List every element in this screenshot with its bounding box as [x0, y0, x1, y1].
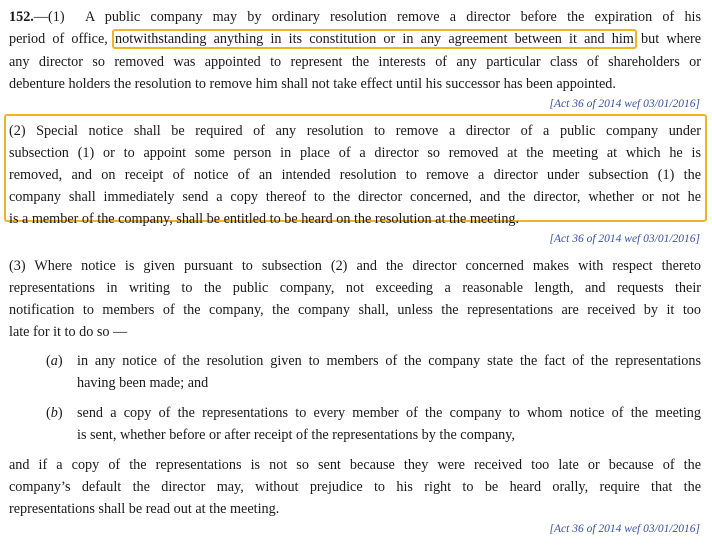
sub1-amendment: [Act 36 of 2014 wef 03/01/2016]	[549, 98, 700, 110]
section-number: 152.	[9, 9, 34, 25]
sub3-amendment: [Act 36 of 2014 wef 03/01/2016]	[549, 523, 700, 535]
closing-line-3: representations shall be read out at the meeting.	[9, 501, 280, 517]
para-a-line-2: having been made; and	[77, 375, 209, 391]
sub2-line-2: subsection (1) or to appoint some person in place of a director so removed at the meeting at which he is	[9, 145, 701, 161]
sub1-text-2c: but where	[641, 31, 702, 47]
sub1-line-4: debenture holders the resolution to remove him shall not take effect until his successor has been appointed.	[9, 76, 616, 92]
sub1-label: —(1)	[33, 9, 65, 25]
sub2-line-5: is a member of the company, shall be entitled to be heard on the resolution at the meeting.	[9, 211, 520, 227]
sub3-line-1: (3) Where notice is given pursuant to subsection (2) and the director concerned makes with respect thereto	[9, 258, 701, 274]
para-a-line-1: in any notice of the resolution given to members of the company state the fact of the representations	[77, 353, 701, 369]
para-b-line-2: is sent, whether before or after receipt of the representations by the company,	[77, 427, 515, 443]
sub1-text-1: A public company may by ordinary resolution remove a director before the expiration of his	[85, 9, 702, 25]
sub3-line-4: late for it to do so —	[9, 324, 128, 340]
sub2-line-3: removed, and on receipt of notice of an intended resolution to remove a director under subsection (1) the	[9, 167, 701, 183]
sub1-text-2a: period of office,	[9, 31, 108, 47]
sub2-line-4: company shall immediately send a copy thereof to the director concerned, and the director, whether or not he	[9, 189, 701, 205]
sub3-line-3: notification to members of the company, the company shall, unless the representations are received by it too	[9, 302, 701, 318]
sub1-line-3: any director so removed was appointed to represent the interests of any particular class of shareholders or	[9, 54, 701, 70]
sub2-amendment: [Act 36 of 2014 wef 03/01/2016]	[549, 233, 700, 245]
para-a-label: (a)	[46, 353, 63, 369]
sub1-line-2	[9, 30, 701, 48]
sub3-line-2: representations in writing to the public company, not exceeding a reasonable length, and requests their	[9, 280, 701, 296]
para-b-label: (b)	[46, 405, 63, 421]
sub2-line-1: (2) Special notice shall be required of any resolution to remove a director of a public company under	[9, 123, 701, 139]
closing-line-2: company’s default the director may, without prejudice to his right to be heard orally, require that the	[9, 479, 701, 495]
closing-line-1: and if a copy of the representations is not so sent because they were received too late or because of the	[9, 457, 701, 473]
highlighted-phrase: notwithstanding anything in its constitution or in any agreement between it and him	[112, 29, 637, 49]
sub1-line-1	[9, 8, 701, 26]
para-b-line-1: send a copy of the representations to every member of the company to whom notice of the meeting	[77, 405, 701, 421]
